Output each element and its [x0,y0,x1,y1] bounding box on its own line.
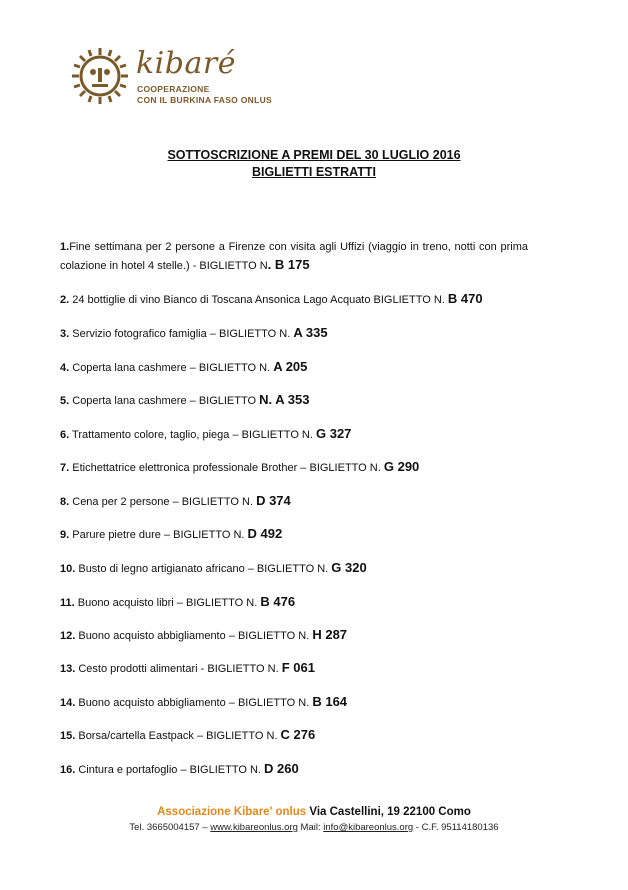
footer-cf: - C.F. 95114180136 [413,822,499,833]
list-item [60,726,315,745]
title-line2: BIGLIETTI ESTRATTI [251,165,377,179]
item-text: Borsa/cartella Eastpack – BIGLIETTO N. [75,730,281,742]
ticket-code: A 205 [273,359,308,374]
brand-name: kibaré [136,46,236,81]
item-text: Buono acquisto libri – BIGLIETTO N. [74,597,261,609]
list-item [60,238,528,275]
item-number: 13. [60,663,76,675]
list-item [60,391,309,410]
ticket-code: B 470 [447,291,483,306]
list-item [60,659,315,678]
item-text: 24 bottiglie di vino Bianco di Toscana Ansonica Lago Acquato BIGLIETTO N. [69,294,448,306]
item-text: Buono acquisto abbigliamento – BIGLIETTO N. [75,630,313,642]
list-item [60,693,347,712]
item-number: 15. [60,730,76,742]
page-title [0,147,628,181]
item-number: 14. [60,697,76,709]
item-text: Trattamento colore, taglio, piega – BIGLIETTO N. [69,429,316,441]
title-line1: SOTTOSCRIZIONE A PREMI DEL 30 LUGLIO 2016 [167,148,461,162]
ticket-code: G 327 [316,426,352,441]
ticket-code: F 061 [281,660,315,675]
item-text: Buono acquisto abbigliamento – BIGLIETTO N. [75,697,313,709]
list-item [60,324,328,343]
list-item [60,492,291,511]
item-number: 1. [60,241,70,253]
item-text: Parure pietre dure – BIGLIETTO N. [69,529,248,541]
list-item [60,458,419,477]
ticket-code: A 335 [293,325,328,340]
ticket-code: G 290 [383,459,420,474]
item-number: 6. [60,429,70,441]
ticket-code: . B 175 [267,257,310,272]
email-link[interactable]: info@kibareonlus.org [323,822,414,833]
ticket-code: D 492 [247,526,283,541]
ticket-code: G 320 [331,560,367,575]
list-item [60,593,295,612]
ticket-code: H 287 [312,627,348,642]
item-text: Cesto prodotti alimentari - BIGLIETTO N. [75,663,282,675]
footer-org-name: Associazione Kibare' onlus [157,806,307,818]
item-number: 11. [60,597,75,609]
list-item [60,358,307,377]
list-item [60,626,347,645]
item-text: Busto di legno artigianato africano – BIGLIETTO N. [75,563,332,575]
footer-address: Via Castellini, 19 22100 Como [306,806,471,818]
ticket-code: N. A 353 [259,392,310,407]
item-number: 8. [60,496,70,508]
item-text: Cena per 2 persone – BIGLIETTO N. [69,496,257,508]
footer-address-line [0,806,628,818]
brand-subtitle [137,84,272,106]
item-number: 2. [60,294,70,306]
footer [0,806,628,833]
list-item [60,760,299,779]
item-text: Fine settimana per 2 persone a Firenze con visita agli Uffizi (viaggio in treno, notti con prima colazione in hotel 4 stelle.) - BIGLIETTO N [60,241,528,272]
kibare-logo-icon [70,46,130,106]
item-text: Servizio fotografico famiglia – BIGLIETTO N. [69,328,294,340]
ticket-code: D 260 [264,761,299,776]
ticket-code: B 476 [260,594,296,609]
item-text: Cintura e portafoglio – BIGLIETTO N. [75,764,265,776]
list-item [60,425,351,444]
ticket-code: D 374 [256,493,291,508]
item-number: 5. [60,395,70,407]
item-number: 10. [60,563,76,575]
list-item [60,525,282,544]
footer-tel: Tel. 3665004157 – [129,822,211,833]
list-item [60,559,367,578]
list-item [60,290,483,309]
brand-subtitle-line2: CON IL BURKINA FASO ONLUS [137,95,273,105]
footer-contact-line [0,822,628,833]
website-link[interactable]: www.kibareonlus.org [210,822,298,833]
item-number: 16. [60,764,76,776]
item-number: 7. [60,462,70,474]
item-text: Coperta lana cashmere – BIGLIETTO N. [69,362,274,374]
item-number: 12. [60,630,76,642]
item-number: 9. [60,529,70,541]
brand-subtitle-line1: COOPERAZIONE [137,84,210,94]
item-text: Etichettatrice elettronica professionale Brother – BIGLIETTO N. [69,462,384,474]
ticket-code: C 276 [280,727,316,742]
item-number: 4. [60,362,70,374]
item-number: 3. [60,328,70,340]
footer-mail-label: Mail: [297,822,324,833]
ticket-code: B 164 [312,694,348,709]
item-text: Coperta lana cashmere – BIGLIETTO [69,395,260,407]
